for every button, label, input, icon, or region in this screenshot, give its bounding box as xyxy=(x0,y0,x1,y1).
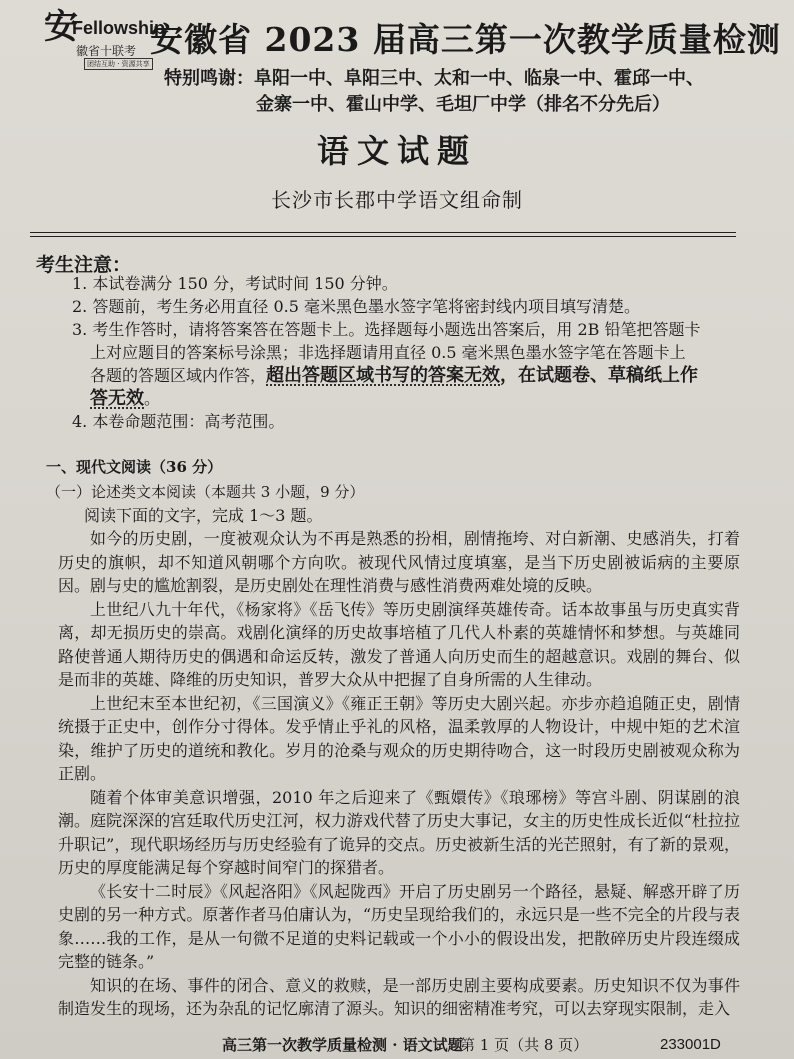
thanks-line-1: 特别鸣谢：阜阳一中、阜阳三中、太和一中、临泉一中、霍邱一中、 xyxy=(164,68,704,89)
page-footer xyxy=(0,1028,794,1058)
notice-item-3a: 3. 考生作答时，请将答案答在答题卡上。选择题每小题选出答案后，用 2B 铅笔把答题卡 xyxy=(72,320,701,339)
reading-passage xyxy=(58,527,740,1021)
notice-emphasis-3: 答无效 xyxy=(90,388,144,409)
notice-item-3c xyxy=(72,364,744,387)
logo-brand: Fellowship xyxy=(72,18,166,38)
acknowledgements xyxy=(164,66,724,118)
notice-emphasis-2: ，在试题卷、草稿纸上作 xyxy=(500,365,699,386)
notice-list xyxy=(72,272,744,433)
header-divider-bottom xyxy=(30,236,736,237)
notice-item-3b: 上对应题目的答案标号涂黑；非选择题请用直径 0.5 毫米黑色墨水签字笔在答题卡上 xyxy=(90,343,686,362)
notice-item-4: 4. 本卷命题范围：高考范围。 xyxy=(72,412,285,431)
section-title: 一、现代文阅读（36 分） xyxy=(46,458,223,476)
notice-heading: 考生注意： xyxy=(36,254,132,276)
passage-paragraph: 随着个体审美意识增强，2010 年之后迎来了《甄嬛传》《琅琊榜》等宫斗剧、阴谋剧的浪潮。庭院深深的宫廷取代历史江河，权力游戏代替了历史大事记，女主的历史性成长近似“杜拉拉升职记”，现代职场经历与历史经验有了诡异的交点。历史被新生活的光芒照射，有了新的景观，历史的厚度能满足每个穿越时间窄门的探猎者。 xyxy=(58,787,740,877)
subsection-title: （一）论述类文本阅读（本题共 3 小题，9 分） xyxy=(46,483,365,501)
passage-paragraph: 如今的历史剧，一度被观众认为不再是熟悉的扮相，剧情拖垮、对白新潮、史感消失，打着历史的旗帜，却不知道风朝哪个方向吹。被现代风情过度填塞，是当下历史剧被诟病的主要原因。剧与史的尴尬割裂，是历史剧处在理性消费与感性消费两难处境的反映。 xyxy=(58,529,740,595)
footer-page-number: 第 1 页（共 8 页） xyxy=(460,1036,589,1054)
passage-paragraph: 知识的在场、事件的闭合、意义的救赎，是一部历史剧主要构成要素。历史知识不仅为事件制造发生的现场，还为杂乱的记忆廓清了源头。知识的细密精准考究，可以去穿现实限制，走入 xyxy=(58,975,740,1018)
reading-instruction: 阅读下面的文字，完成 1～3 题。 xyxy=(84,506,323,525)
exam-title: 安徽省 2023 届高三第一次教学质量检测 xyxy=(150,20,781,59)
logo-tag: 团结互助 · 资源共享 xyxy=(84,58,153,70)
passage-paragraph: 《长安十二时辰》《风起洛阳》《风起陇西》开启了历史剧另一个路径，悬疑、解惑开辟了历史剧的另一种方式。原著作者马伯庸认为，“历史呈现给我们的，永远只是一些不完全的片段与表象……我的工作，是从一句微不足道的史料记载或一个小小的假设出发，把散碎历史片段连缀成完整的链条。” xyxy=(58,881,740,971)
notice-item-2: 2. 答题前，考生务必用直径 0.5 毫米黑色墨水签字笔将密封线内项目填写清楚。 xyxy=(72,297,640,316)
footer-title: 高三第一次教学质量检测 · 语文试题 xyxy=(222,1036,463,1054)
compiler-line: 长沙市长郡中学语文组命制 xyxy=(271,188,523,212)
notice-item-3-end: 。 xyxy=(144,389,161,408)
notice-item-3d xyxy=(72,387,744,410)
fellowship-logo xyxy=(44,7,166,68)
passage-paragraph: 上世纪八九十年代，《杨家将》《岳飞传》等历史剧演绎英雄传奇。话本故事虽与历史真实背离，却无损历史的崇高。戏剧化演绎的历史故事培植了几代人朴素的英雄情怀和梦想。与英雄同路使普通人期待历史的偶遇和命运反转，激发了普通人向历史而生的超越意识。戏剧的舞台、似是而非的英雄、降维的历史知识，普罗大众从中把握了自身所需的人生律动。 xyxy=(58,599,740,689)
notice-item-3c-text: 各题的答题区域内作答， xyxy=(90,366,267,385)
thanks-line-2: 金寨一中、霍山中学、毛坦厂中学（排名不分先后） xyxy=(256,94,670,115)
subject-title: 语文试题 xyxy=(316,132,477,170)
logo-subtext: 徽省十联考 xyxy=(76,44,137,58)
notice-emphasis-1: 超出答题区域书写的答案无效 xyxy=(266,365,501,386)
notice-item-1: 1. 本试卷满分 150 分，考试时间 150 分钟。 xyxy=(72,274,398,293)
logo-main-char: 安 xyxy=(44,7,78,47)
footer-code: 233001D xyxy=(660,1036,721,1053)
header-divider-top xyxy=(30,232,736,233)
passage-paragraph: 上世纪末至本世纪初，《三国演义》《雍正王朝》等历史大剧兴起。亦步亦趋追随正史，剧情统摄于正史中，创作分寸得体。发乎情止乎礼的风格，温柔敦厚的人物设计，中规中矩的艺术渲染，维护了历史的道统和教化。岁月的沧桑与观众的历史期待吻合，这一时段历史剧被观众称为正剧。 xyxy=(58,693,740,783)
